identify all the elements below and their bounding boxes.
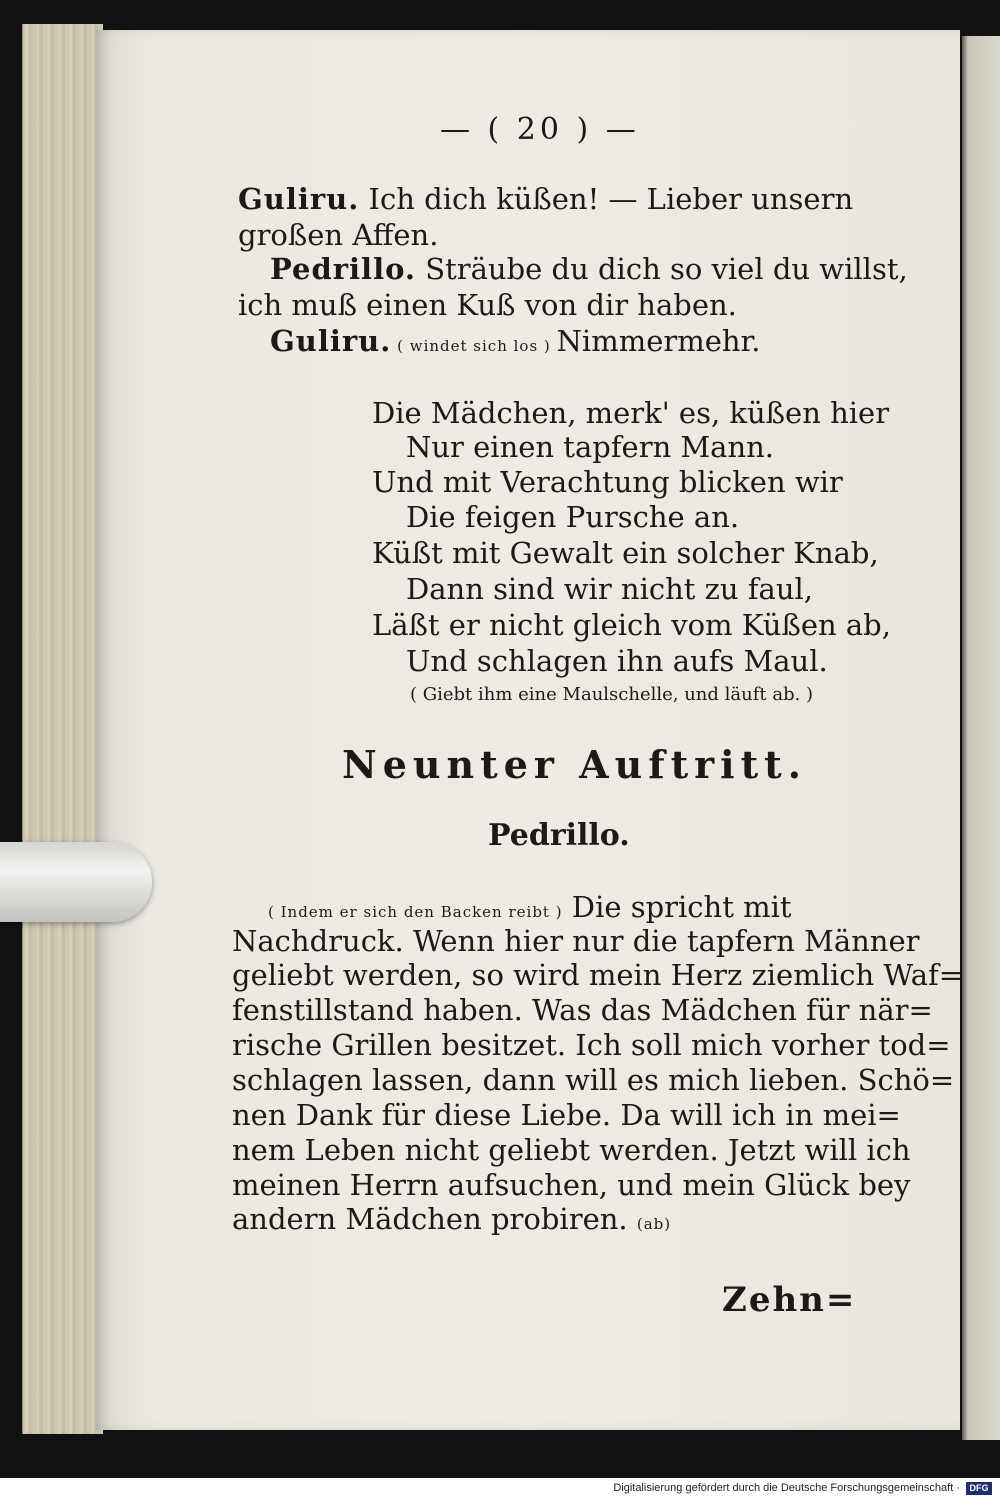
speaker-name: Pedrillo. [270,252,417,286]
line-text: andern Mädchen probiren. [232,1202,628,1236]
verse-line: Die Mädchen, merk' es, küßen hier [372,396,890,430]
prose-line: meinen Herrn aufsuchen, und mein Glück bey [232,1168,911,1202]
line-text: ich muß einen Kuß von dir haben. [238,288,737,322]
prose-line: schlagen lassen, dann will es mich lieben. Schö= [232,1063,955,1097]
line-text: Die spricht mit [562,890,792,924]
dialogue-line [270,252,908,286]
dialogue-line [238,218,438,252]
line-text: Nimmermehr. [556,324,761,358]
verse-line: Die feigen Pursche an. [406,500,740,534]
stage-direction: ( Indem er sich den Backen reibt ) [268,903,563,921]
footer-credit: Digitalisierung gefördert durch die Deutsche Forschungsgemeinschaft · [613,1482,960,1494]
stage-direction: ( Giebt ihm eine Maulschelle, und läuft ab. ) [410,684,814,705]
speaker-name: Guliru. [238,182,360,216]
prose-line: Nachdruck. Wenn hier nur die tapfern Männer [232,924,920,958]
footer-bar [0,1478,1000,1500]
dialogue-line [238,182,853,216]
dfg-logo: DFG [966,1482,992,1495]
prose-line: nen Dank für diese Liebe. Da will ich in mei= [232,1098,901,1132]
dialogue-line [270,324,760,358]
prose-line: geliebt werden, so wird mein Herz ziemlich Waf= [232,958,964,992]
verse-line: Küßt mit Gewalt ein solcher Knab, [372,536,879,570]
page-edges [22,24,103,1434]
prose-line: nem Leben nicht geliebt werden. Jetzt will ich [232,1133,911,1167]
facing-page-edge [962,36,1000,1440]
page-number: — ( 20 ) — [440,112,640,147]
speaker-name: Guliru. [270,324,392,358]
verse-line: Nur einen tapfern Mann. [406,430,775,464]
verse-line: Und schlagen ihn aufs Maul. [406,644,828,678]
prose-line: fenstillstand haben. Was das Mädchen für när= [232,993,933,1027]
catchword: Zehn= [722,1280,857,1320]
dialogue-line [238,288,737,322]
verse-line: Läßt er nicht gleich vom Küßen ab, [372,608,891,642]
line-text: großen Affen. [238,218,439,252]
verse-line: Dann sind wir nicht zu faul, [406,572,814,606]
line-text: Ich dich küßen! — Lieber unsern [359,182,854,216]
scene-speaker: Pedrillo. [488,818,630,853]
page-clip [0,842,152,922]
verse-line: Und mit Verachtung blicken wir [372,465,843,499]
prose-line [268,890,792,924]
stage-direction: ( windet sich los ) [391,337,557,355]
prose-line [232,1202,671,1236]
scene-heading: Neunter Auftritt. [342,742,807,787]
stage-direction: (ab) [636,1215,672,1233]
line-text: Sträube du dich so viel du willst, [416,252,908,286]
prose-line: rische Grillen besitzet. Ich soll mich vorher tod= [232,1028,951,1062]
